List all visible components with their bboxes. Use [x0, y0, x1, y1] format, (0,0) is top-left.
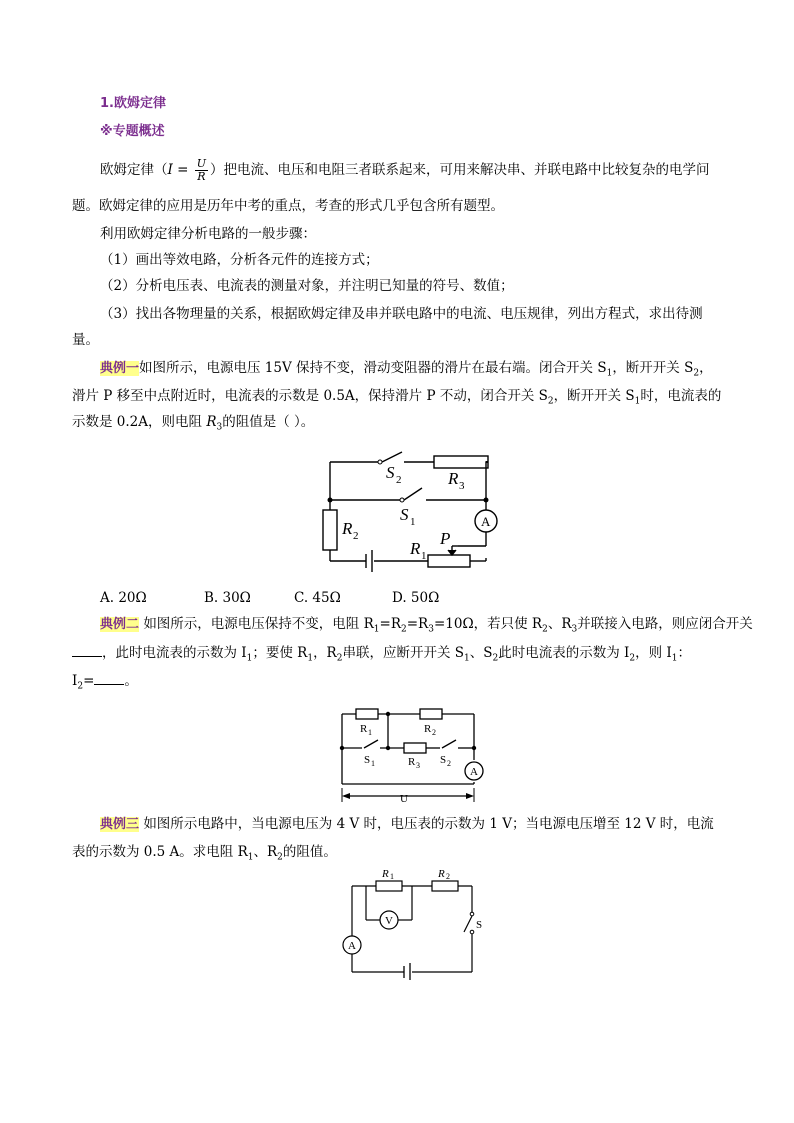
- ohm-formula-fraction: $\frac{U}{R}$: [196, 157, 207, 183]
- example-1-option-c[interactable]: C. 45Ω: [294, 590, 341, 606]
- example-1-line-3: 示数是 0.2A，则电阻 $R_3$的阻值是（ ）。: [72, 414, 315, 433]
- svg-text:R: R: [360, 723, 368, 735]
- svg-text:R: R: [410, 539, 421, 558]
- svg-text:1: 1: [368, 728, 372, 737]
- example-3-line-1: 典例三 如图所示电路中，当电源电压为 4 V 时，电压表的示数为 1 V；当电源电压增至 12 V 时，电流: [100, 816, 714, 832]
- svg-text:U: U: [400, 793, 408, 804]
- svg-text:2: 2: [396, 474, 402, 486]
- svg-text:2: 2: [353, 530, 359, 542]
- svg-text:S: S: [440, 754, 447, 766]
- example-1-circuit: [310, 450, 510, 580]
- example-1-tag: 典例一: [100, 361, 140, 376]
- svg-text:R: R: [382, 868, 389, 880]
- svg-text:1: 1: [390, 872, 394, 881]
- answer-blank-1[interactable]: [72, 642, 102, 657]
- example-1-option-b[interactable]: B. 30Ω: [204, 590, 251, 606]
- svg-text:1: 1: [371, 759, 375, 768]
- svg-text:R: R: [424, 723, 432, 735]
- svg-text:2: 2: [447, 759, 451, 768]
- example-3-line-2: 表的示数为 0.5 A。求电阻 $R_1$、$R_2$的阻值。: [72, 844, 337, 863]
- example-3-circuit: [332, 866, 492, 980]
- svg-text:2: 2: [446, 872, 450, 881]
- example-1-option-a[interactable]: A. 20Ω: [100, 590, 147, 606]
- example-1-line-1: 典例一如图所示，电源电压 15V 保持不变，滑动变阻器的滑片在最右端。闭合开关 $S_1$，断开开关 $S_2$，: [100, 360, 713, 379]
- step-3-cont: 量。: [72, 332, 99, 348]
- example-2-line-3: $I_2=$ 。: [72, 670, 138, 697]
- svg-text:R: R: [438, 868, 445, 880]
- section-title: 1.欧姆定律: [100, 96, 166, 111]
- svg-text:S: S: [386, 463, 395, 482]
- svg-text:V: V: [385, 915, 393, 927]
- example-2-tag: 典例二: [100, 617, 140, 632]
- svg-text:R: R: [342, 519, 353, 538]
- svg-text:3: 3: [416, 761, 420, 770]
- example-2-line-1: 典例二 如图所示，电源电压保持不变，电阻 $R_1=R_2=R_3=10\Omega$，若只使 $R_2$、$R_3$并联接入电路，则应闭合开关: [100, 616, 753, 635]
- intro-line-3: 利用欧姆定律分析电路的一般步骤：: [100, 226, 316, 242]
- intro-line-2: 题。欧姆定律的应用是历年中考的重点，考查的形式几乎包含所有题型。: [72, 198, 504, 214]
- svg-text:P: P: [440, 529, 451, 548]
- example-2-circuit: [332, 704, 492, 804]
- svg-text:R: R: [448, 469, 459, 488]
- svg-text:S: S: [476, 919, 483, 931]
- subtitle: ※专题概述: [100, 124, 165, 139]
- intro-line-1: 欧姆定律（I = $\frac{U}{R}$ ）把电流、电压和电阻三者联系起来，可用来解决串、并联电路中比较复杂的电学问: [100, 157, 710, 183]
- svg-text:S: S: [400, 505, 409, 524]
- svg-text:A: A: [470, 766, 478, 778]
- svg-text:A: A: [348, 940, 356, 952]
- svg-text:2: 2: [432, 728, 436, 737]
- answer-blank-2[interactable]: [94, 670, 124, 685]
- svg-text:1: 1: [410, 516, 416, 528]
- svg-text:3: 3: [459, 480, 465, 492]
- step-3: （3）找出各物理量的关系，根据欧姆定律及串并联电路中的电流、电压规律，列出方程式，求出待测: [100, 306, 703, 322]
- step-2: （2）分析电压表、电流表的测量对象，并注明已知量的符号、数值；: [100, 278, 514, 294]
- svg-text:R: R: [408, 756, 416, 768]
- svg-text:S: S: [364, 754, 371, 766]
- example-1-option-d[interactable]: D. 50Ω: [392, 590, 440, 606]
- example-2-line-2: ，此时电流表的示数为 $I_1$；要使 $R_1$，$R_2$串联，应断开开关 $S_1$、$S_2$此时电流表的示数为 $I_2$，则 $I_1$：: [72, 642, 691, 669]
- svg-text:A: A: [481, 514, 491, 529]
- step-1: （1）画出等效电路，分析各元件的连接方式；: [100, 252, 379, 268]
- example-3-tag: 典例三: [100, 817, 140, 832]
- svg-text:1: 1: [421, 550, 427, 562]
- example-1-line-2: 滑片 P 移至中点附近时，电流表的示数是 0.5A，保持滑片 P 不动，闭合开关 $S_2$，断开开关 $S_1$时，电流表的: [72, 388, 722, 407]
